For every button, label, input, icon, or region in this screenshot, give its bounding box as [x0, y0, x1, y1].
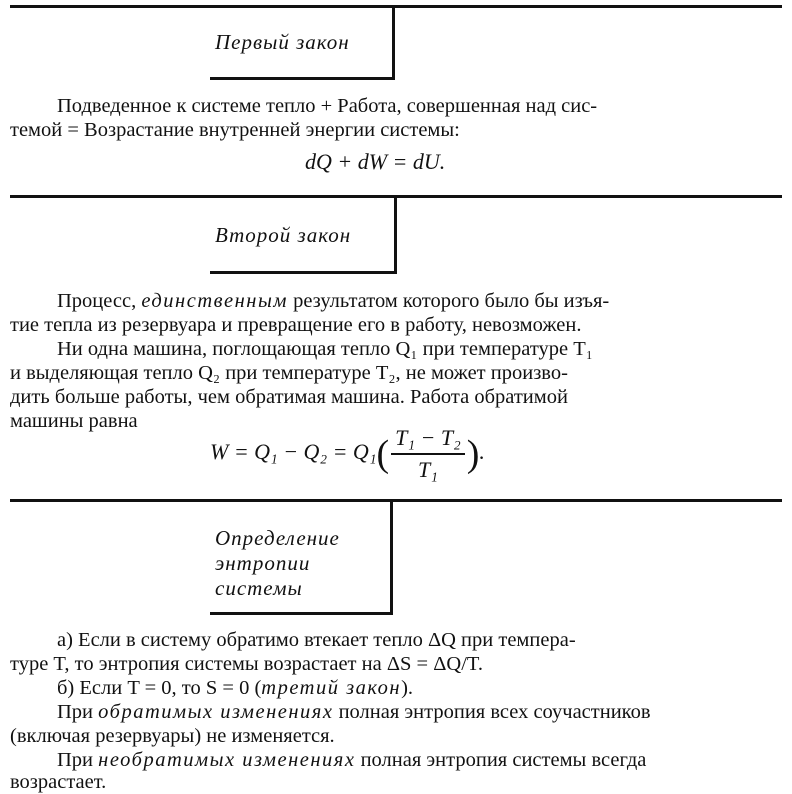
- law2-p2-line3: дить больше работы, чем обратимая машина. Работа обратимой: [10, 386, 568, 408]
- entropy-box-right-border: [390, 502, 393, 615]
- law1-text-line1: Подведенное к системе тепло + Работа, совершенная над сис-: [57, 95, 598, 117]
- law2-box-right-border: [394, 198, 397, 274]
- law1-box-bottom-border: [210, 77, 395, 80]
- law2-p2-line1: Ни одна машина, поглощающая тепло Q₁ при температуре T₁: [57, 338, 593, 360]
- entropy-irr-prefix: При: [57, 749, 99, 771]
- entropy-rev-emphasis: обратимых изменениях: [98, 701, 334, 723]
- law2-eq-left: W = Q₁ − Q₂ = Q₁: [210, 439, 377, 465]
- entropy-rev-prefix: При: [57, 701, 99, 723]
- entropy-title-line1: Определение: [215, 526, 340, 550]
- law2-p1-line1: [57, 289, 609, 313]
- law2-p2-line4: машины равна: [10, 410, 138, 432]
- law2-p1-emphasis: единственным: [141, 290, 288, 312]
- entropy-rev-line1: [57, 700, 651, 724]
- law2-p1-prefix: Процесс,: [57, 290, 142, 312]
- law1-box-right-border: [392, 8, 395, 80]
- entropy-irr-emphasis: необратимых изменениях: [98, 749, 356, 771]
- entropy-box-bottom-border: [210, 612, 393, 615]
- law2-eq-fraction: [391, 425, 465, 483]
- law1-title: Первый закон: [215, 30, 350, 54]
- law2-work-equation: [210, 425, 485, 483]
- entropy-title-line2: энтропии: [215, 551, 311, 575]
- entropy-irr-line1: [57, 748, 646, 772]
- law1-text-line2: темой = Возрастание внутренней энергии системы:: [10, 119, 460, 141]
- law2-p2-line2: и выделяющая тепло Q₂ при температуре T₂, не может произво-: [10, 362, 568, 384]
- entropy-rev-rest: полная энтропия всех соучастников: [333, 701, 651, 723]
- entropy-b-suffix: ).: [401, 677, 414, 699]
- law2-eq-end: .: [479, 439, 485, 465]
- entropy-top-rule: [10, 499, 782, 502]
- entropy-b-line: [57, 676, 413, 700]
- entropy-a-line2: туре T, то энтропия системы возрастает на ΔS = ΔQ/T.: [10, 653, 484, 675]
- law2-eq-numerator: T₁ − T₂: [391, 425, 465, 455]
- entropy-b-emphasis: третий закон: [261, 677, 402, 699]
- entropy-irr-rest: полная энтропия системы всегда: [355, 749, 647, 771]
- law2-eq-paren-close: ): [466, 433, 480, 475]
- law2-box-bottom-border: [210, 271, 397, 274]
- entropy-b-prefix: б) Если T = 0, то S = 0 (: [57, 677, 262, 699]
- entropy-rev-line2: (включая резервуары) не изменяется.: [10, 725, 335, 747]
- law2-eq-paren-open: (: [376, 433, 390, 475]
- law2-title: Второй закон: [215, 223, 352, 247]
- law2-eq-denominator: T₁: [418, 457, 438, 482]
- law2-p1-line2: тие тепла из резервуара и превращение его в работу, невозможен.: [10, 314, 582, 336]
- entropy-title-line3: системы: [215, 576, 303, 600]
- top-rule: [10, 5, 782, 8]
- entropy-irr-line2: возрастает.: [10, 771, 107, 793]
- entropy-a-line1: а) Если в систему обратимо втекает тепло ΔQ при темпера-: [57, 629, 576, 651]
- law1-equation: dQ + dW = dU.: [305, 149, 446, 174]
- law2-p1-rest: результатом которого было бы изъя-: [287, 290, 610, 312]
